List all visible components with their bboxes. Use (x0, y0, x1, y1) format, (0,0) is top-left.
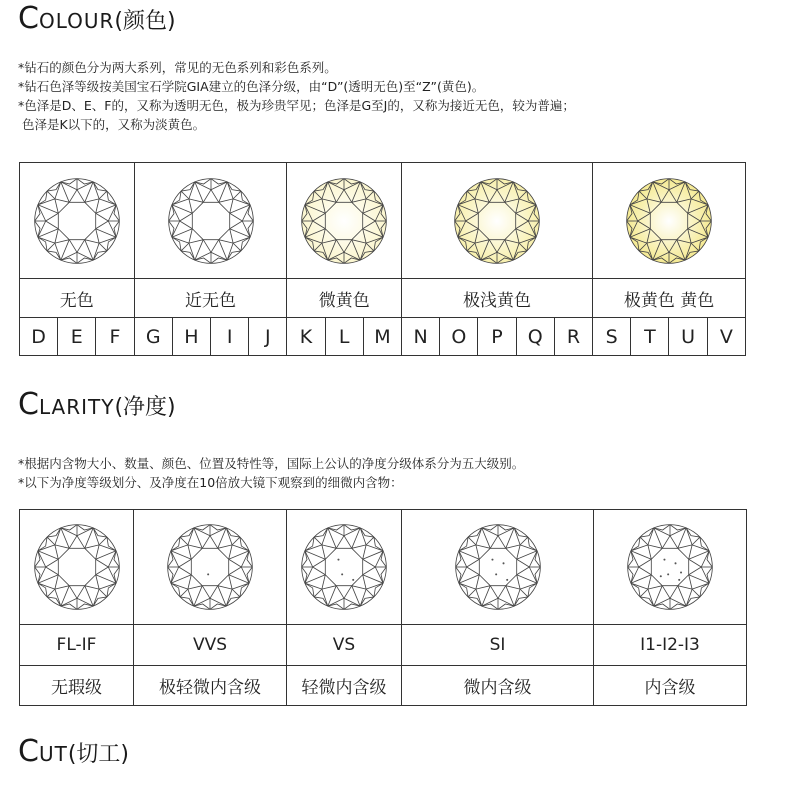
diamond-icon (31, 175, 123, 267)
colour-letter-row (20, 318, 746, 356)
gem-cell (20, 510, 134, 625)
colour-note: *钻石的颜色分为两大系列，常见的无色系列和彩色系列。 (18, 60, 337, 75)
diamond-icon (451, 175, 543, 267)
colour-note: *钻石色泽等级按美国宝石学院GIA建立的色泽分级，由“D”(透明无色)至“Z”(黄色)。 (18, 79, 485, 94)
gem-cell (402, 163, 593, 279)
colour-group-label: 无色 (20, 279, 135, 318)
diamond-icon (165, 175, 257, 267)
diamond-icon (624, 521, 716, 613)
colour-group-label: 近无色 (134, 279, 287, 318)
clarity-note: *根据内含物大小、数量、颜色、位置及特性等，国际上公认的净度分级体系分为五大级别。 (18, 456, 525, 471)
colour-notes (18, 58, 575, 134)
grade-letter: R (554, 318, 592, 356)
grade-letter: E (58, 318, 96, 356)
gem-cell (287, 510, 402, 625)
grade-letter: L (325, 318, 363, 356)
gem-cell (134, 163, 287, 279)
diamond-icon (298, 521, 390, 613)
clarity-label: 轻微内含级 (287, 666, 402, 706)
clarity-label: 极轻微内含级 (134, 666, 287, 706)
grade-letter: Q (516, 318, 554, 356)
grade-letter: F (96, 318, 134, 356)
grade-letter: H (172, 318, 210, 356)
diamond-icon (31, 521, 123, 613)
clarity-code-row (20, 625, 747, 666)
clarity-code: VVS (134, 625, 287, 666)
grade-letter: U (669, 318, 707, 356)
grade-letter: V (707, 318, 745, 356)
diamond-icon (298, 175, 390, 267)
cut-title: CUT(切工) (18, 734, 129, 769)
gem-cell (594, 510, 747, 625)
diamond-icon (164, 521, 256, 613)
colour-title: COLOUR(颜色) (18, 1, 176, 36)
clarity-gem-row (20, 510, 747, 625)
clarity-note: *以下为净度等级划分、及净度在10倍放大镜下观察到的细微内含物： (18, 475, 403, 490)
gem-cell (20, 163, 135, 279)
diamond-icon (623, 175, 715, 267)
clarity-label: 内含级 (594, 666, 747, 706)
grade-letter: P (478, 318, 516, 356)
gem-cell (593, 163, 746, 279)
clarity-title: CLARITY(净度) (18, 387, 176, 422)
grade-letter: S (593, 318, 631, 356)
colour-group-label: 微黄色 (287, 279, 402, 318)
clarity-code: FL-IF (20, 625, 134, 666)
clarity-notes (18, 454, 524, 492)
colour-group-label: 极黄色 黄色 (593, 279, 746, 318)
grade-letter: G (134, 318, 172, 356)
clarity-label-row (20, 666, 747, 706)
grade-letter: I (211, 318, 249, 356)
grade-letter: N (402, 318, 440, 356)
clarity-code: I1-I2-I3 (594, 625, 747, 666)
grade-letter: J (249, 318, 287, 356)
clarity-label: 微内含级 (402, 666, 594, 706)
grade-letter: D (20, 318, 58, 356)
grade-letter: M (363, 318, 401, 356)
clarity-code: SI (402, 625, 594, 666)
clarity-code: VS (287, 625, 402, 666)
grade-letter: T (631, 318, 669, 356)
diamond-icon (452, 521, 544, 613)
grade-letter: K (287, 318, 325, 356)
colour-group-label: 极浅黄色 (402, 279, 593, 318)
clarity-label: 无瑕级 (20, 666, 134, 706)
colour-note: *色泽是D、E、F的，又称为透明无色，极为珍贵罕见；色泽是G至J的，又称为接近无色，较为普遍； (18, 98, 575, 113)
gem-cell (134, 510, 287, 625)
clarity-grade-table (19, 509, 747, 706)
colour-grade-table (19, 162, 746, 356)
gem-cell (402, 510, 594, 625)
gem-cell (287, 163, 402, 279)
grade-letter: O (440, 318, 478, 356)
colour-note: 色泽是K以下的，又称为淡黄色。 (18, 117, 206, 132)
colour-label-row (20, 279, 746, 318)
colour-gem-row (20, 163, 746, 279)
